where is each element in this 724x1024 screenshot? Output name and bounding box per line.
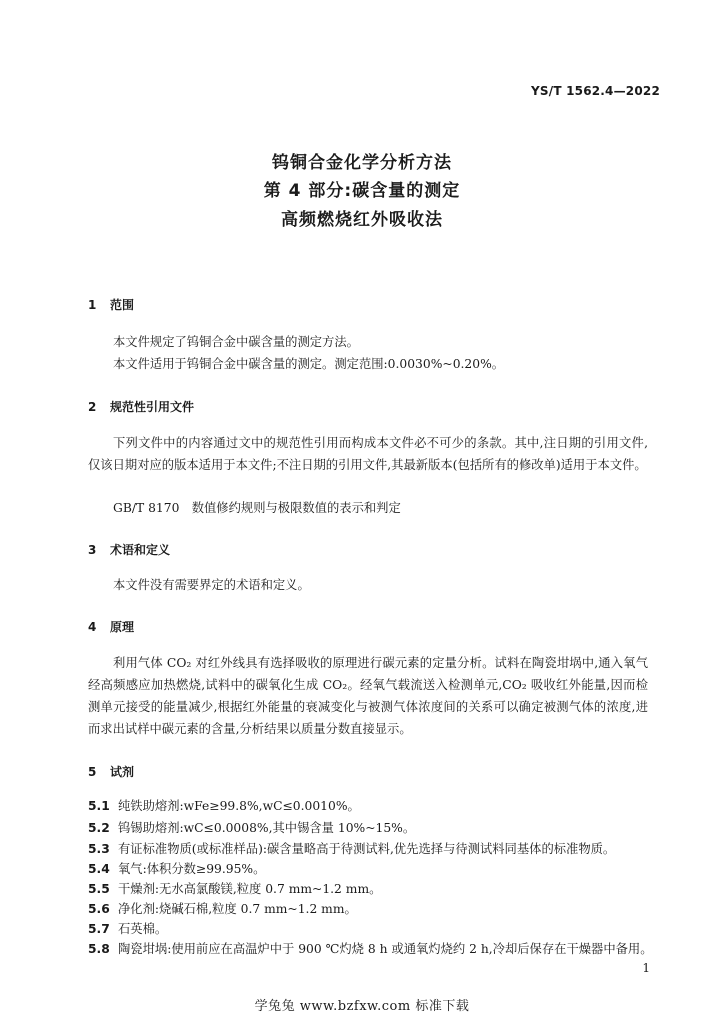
title-line-2: 第 4 部分:碳含量的测定 [263, 181, 461, 201]
section-number: 5 [88, 765, 97, 779]
normative-references-paragraph: 下列文件中的内容通过文中的规范性引用而构成本文件必不可少的条款。其中,注日期的引用文件,仅该日期对应的版本适用于本文件;不注日期的引用文件,其最新版本(包括所有的修改单)适用于本文件。 [88, 436, 648, 472]
section-title: 试剂 [110, 765, 135, 779]
section-number: 1 [88, 298, 97, 312]
section-title: 范围 [110, 298, 135, 312]
reference-gbt-8170: GB/T 8170 数值修约规则与极限数值的表示和判定 [113, 501, 401, 515]
title-line-1: 钨铜合金化学分析方法 [272, 153, 452, 173]
reagent-item [88, 858, 265, 880]
reagent-item [88, 795, 360, 817]
item-number: 5.5 [88, 882, 110, 896]
section-title: 原理 [110, 620, 135, 634]
item-text: 石英棉。 [118, 922, 168, 936]
item-text: 纯铁助熔剂:wFe≥99.8%,wC≤0.0010%。 [118, 799, 360, 813]
section-2-heading [88, 398, 194, 415]
section-5-heading [88, 763, 134, 780]
section-number: 4 [88, 620, 97, 634]
item-text: 干燥剂:无水高氯酸镁,粒度 0.7 mm~1.2 mm。 [118, 882, 382, 896]
item-number: 5.4 [88, 862, 110, 876]
item-text: 氧气:体积分数≥99.95%。 [118, 862, 266, 876]
item-text: 净化剂:烧碱石棉,粒度 0.7 mm~1.2 mm。 [118, 902, 357, 916]
title-line-3: 高频燃烧红外吸收法 [281, 210, 443, 230]
item-number: 5.7 [88, 922, 110, 936]
reagent-item [88, 938, 653, 960]
section-1-heading [88, 296, 134, 313]
scope-line-2: 本文件适用于钨铜合金中碳含量的测定。测定范围:0.0030%~0.20%。 [113, 357, 505, 371]
section-number: 2 [88, 400, 97, 414]
scope-line-1: 本文件规定了钨铜合金中碳含量的测定方法。 [113, 335, 359, 349]
reagent-item [88, 918, 167, 940]
principle-paragraph: 利用气体 CO₂ 对红外线具有选择吸收的原理进行碳元素的定量分析。试料在陶瓷坩埚中,通入氧气经高频感应加热燃烧,试料中的碳氧化生成 CO₂。经氧气载流送入检测单元,CO₂ 吸收红外能量,因而检测单元接受的能量减少,根据红外能量的衰减变化与被测气体浓度间的关系可以确定被测气体的浓度,进而求出试样中碳元素的含量,分析结果以质量分数直接显示。 [88, 656, 648, 736]
reagent-item [88, 838, 615, 860]
standard-code: YS/T 1562.4—2022 [531, 84, 660, 98]
item-number: 5.3 [88, 842, 110, 856]
footer-watermark-link[interactable]: 学兔兔 www.bzfxw.com 标准下载 [254, 999, 470, 1014]
reagent-item [88, 817, 415, 839]
item-text: 陶瓷坩埚:使用前应在高温炉中于 900 ℃灼烧 8 h 或通氧灼烧约 2 h,冷却后保存在干燥器中备用。 [118, 942, 653, 956]
section-4-heading [88, 618, 134, 635]
item-text: 有证标准物质(或标准样品):碳含量略高于待测试料,优先选择与待测试料同基体的标准物质。 [118, 842, 616, 856]
item-number: 5.8 [88, 942, 110, 956]
item-number: 5.2 [88, 821, 110, 835]
terms-line-1: 本文件没有需要界定的术语和定义。 [113, 578, 310, 592]
item-number: 5.1 [88, 799, 110, 813]
reagent-item [88, 878, 381, 900]
section-3-heading [88, 541, 170, 558]
section-number: 3 [88, 543, 97, 557]
item-text: 钨锡助熔剂:wC≤0.0008%,其中锡含量 10%~15%。 [118, 821, 416, 835]
section-title: 规范性引用文件 [110, 400, 195, 414]
item-number: 5.6 [88, 902, 110, 916]
reagent-item [88, 898, 357, 920]
section-title: 术语和定义 [110, 543, 171, 557]
page-number: 1 [642, 961, 650, 975]
